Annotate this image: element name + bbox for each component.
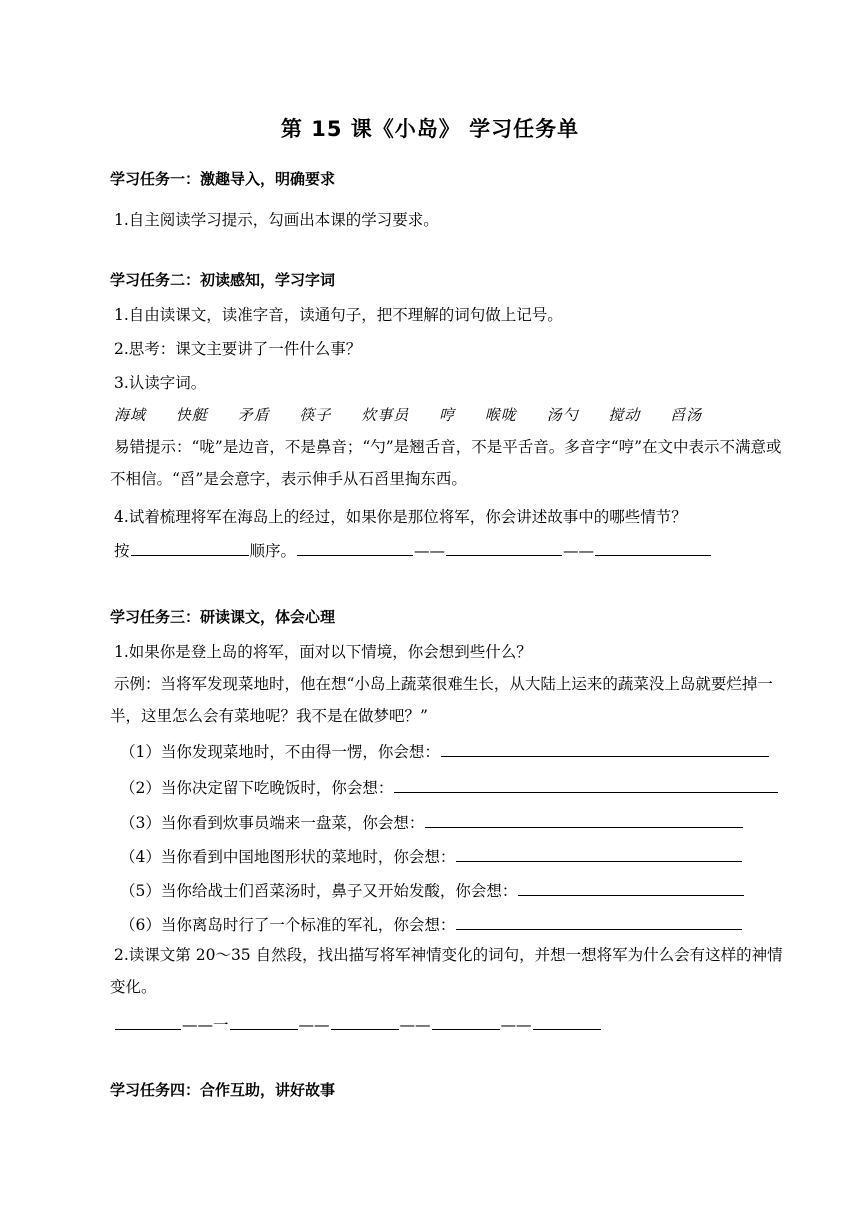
task3-item-1: 1.如果你是登上岛的将军，面对以下情境，你会想到些什么？	[114, 643, 532, 661]
task3-item-2-text: 2.读课文第 20～35 自然段，找出描写将军神情变化的词句，并想一想将军为什么会有这样的神情变化。	[110, 946, 783, 996]
order-prefix: 按	[114, 542, 130, 560]
answer-blank[interactable]	[297, 554, 413, 556]
order-mid: 顺序。	[249, 542, 297, 560]
scenario-2	[120, 776, 779, 798]
dash: ——	[414, 542, 446, 560]
example-text: 示例：当将军发现菜地时，他在想“小岛上蔬菜很难生长，从大陆上运来的蔬菜没上岛就要烂掉一半，这里怎么会有菜地呢？我不是在做梦吧？”	[110, 675, 773, 725]
dash: ——	[500, 1016, 532, 1034]
answer-blank[interactable]	[456, 928, 742, 930]
task1-item-1: 1.自主阅读学习提示，勾画出本课的学习要求。	[114, 211, 439, 229]
example-paragraph	[110, 669, 790, 732]
answer-blank[interactable]	[331, 1028, 399, 1030]
scenario-3	[120, 811, 744, 833]
vocab-word: 搅动	[608, 406, 641, 424]
answer-blank[interactable]	[115, 1028, 181, 1030]
vocab-word: 筷子	[299, 406, 332, 424]
page-title: 第 15 课《小岛》 学习任务单	[280, 117, 580, 141]
answer-blank[interactable]	[432, 1028, 500, 1030]
answer-blank[interactable]	[441, 755, 769, 757]
answer-blank[interactable]	[230, 1028, 298, 1030]
dash: ——	[563, 542, 595, 560]
task1-heading: 学习任务一：激趣导入，明确要求	[110, 170, 336, 188]
scenario-1	[120, 740, 770, 762]
vocab-word: 喉咙	[484, 406, 517, 424]
tip-paragraph	[110, 432, 790, 495]
vocab-word: 快艇	[175, 406, 208, 424]
task2-item-3: 3.认读字词。	[114, 374, 207, 392]
scenario-text: （2）当你决定留下吃晚饭时，你会想：	[120, 779, 394, 797]
vocab-word: 哼	[438, 406, 455, 424]
dash: ——	[298, 1016, 330, 1034]
scenario-text: （4）当你看到中国地图形状的菜地时，你会想：	[120, 848, 456, 866]
vocab-word: 舀汤	[670, 406, 703, 424]
answer-blank[interactable]	[446, 554, 562, 556]
answer-blank[interactable]	[533, 1028, 601, 1030]
task4-heading: 学习任务四：合作互助，讲好故事	[110, 1081, 336, 1099]
scenario-text: （1）当你发现菜地时，不由得一愣，你会想：	[120, 743, 440, 761]
expression-chain	[114, 1013, 602, 1035]
vocab-word: 矛盾	[237, 406, 270, 424]
order-fill-line	[114, 539, 712, 561]
scenario-6	[120, 913, 743, 935]
scenario-4	[120, 845, 743, 867]
task2-item-2: 2.思考：课文主要讲了一件什么事？	[114, 340, 362, 358]
task3-item-2	[110, 940, 790, 1003]
answer-blank[interactable]	[518, 894, 744, 896]
task2-heading: 学习任务二：初读感知，学习字词	[110, 271, 336, 289]
scenario-5	[120, 879, 745, 901]
vocab-word: 炊事员	[361, 406, 410, 424]
vocab-word: 海域	[114, 406, 147, 424]
task3-heading: 学习任务三：研读课文，体会心理	[110, 608, 336, 626]
tip-text: 易错提示：“咙”是边音，不是鼻音；“勺”是翘舌音，不是平舌音。多音字“哼”在文中表示不满意或不相信。“舀”是会意字，表示伸手从石舀里掏东西。	[110, 438, 782, 488]
scenario-text: （3）当你看到炊事员端来一盘菜，你会想：	[120, 814, 425, 832]
vocab-word: 汤勺	[546, 406, 579, 424]
answer-blank[interactable]	[425, 826, 743, 828]
dash: ——一	[182, 1016, 229, 1034]
task2-item-1: 1.自由读课文，读准字音，读通句子，把不理解的词句做上记号。	[114, 306, 563, 324]
scenario-text: （6）当你离岛时行了一个标准的军礼，你会想：	[120, 916, 456, 934]
answer-blank[interactable]	[394, 791, 778, 793]
dash: ——	[399, 1016, 431, 1034]
answer-blank[interactable]	[456, 860, 742, 862]
answer-blank[interactable]	[595, 554, 711, 556]
scenario-text: （5）当你给战士们舀菜汤时，鼻子又开始发酸，你会想：	[120, 882, 518, 900]
vocabulary-list	[114, 404, 716, 425]
answer-blank[interactable]	[131, 554, 249, 556]
task2-item-4: 4.试着梳理将军在海岛上的经过，如果你是那位将军，你会讲述故事中的哪些情节？	[114, 508, 687, 526]
